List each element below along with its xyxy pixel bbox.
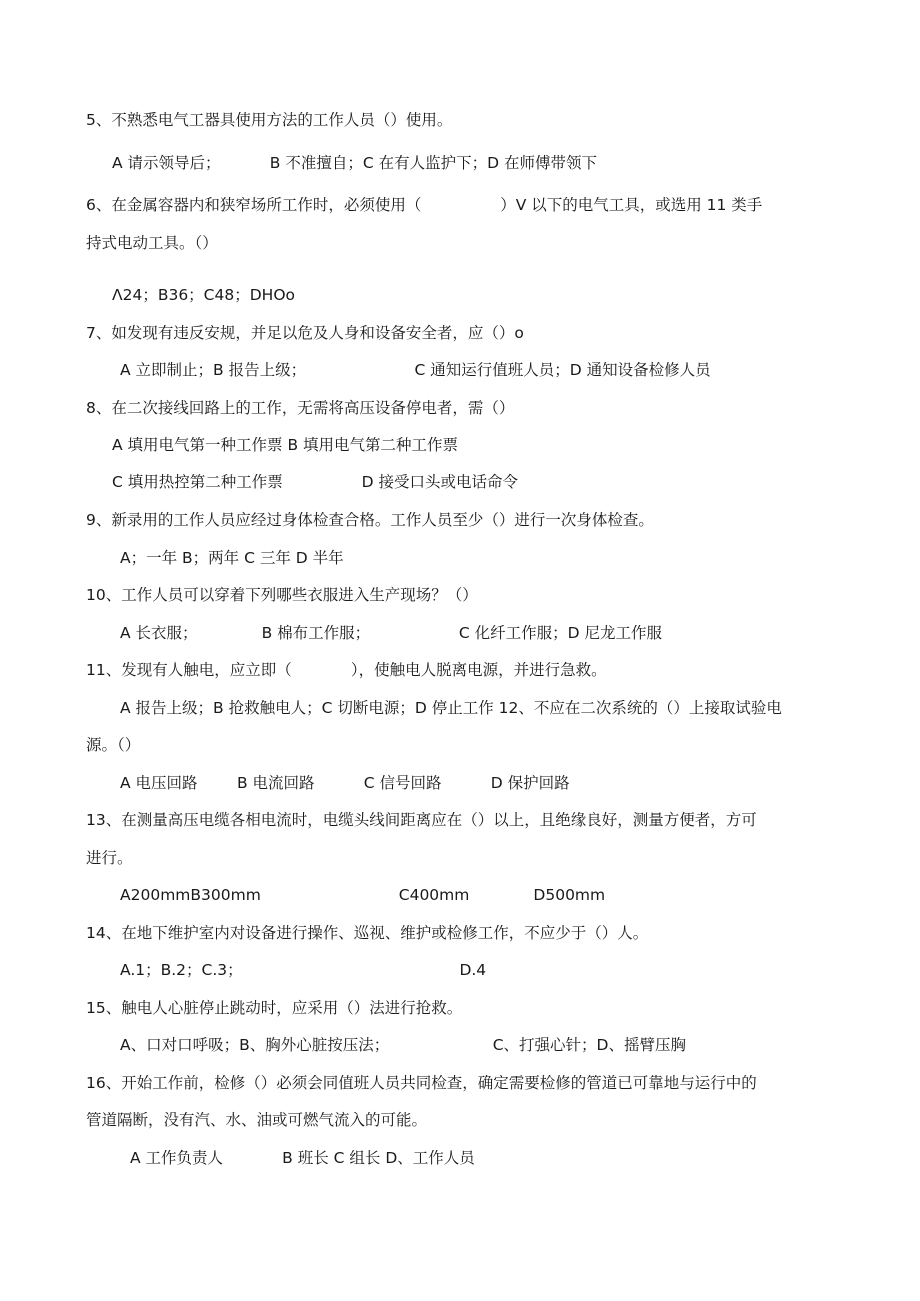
question-14-options: A.1；B.2；C.3； D.4	[120, 961, 487, 979]
question-15-stem: 15、触电人心脏停止跳动时，应采用（）法进行抢救。	[86, 999, 463, 1017]
question-5-stem: 5、不熟悉电气工器具使用方法的工作人员（）使用。	[86, 111, 453, 129]
question-6-stem-cont: 持式电动工具。（）	[86, 234, 218, 252]
question-7-options: A 立即制止；B 报告上级； C 通知运行值班人员；D 通知设备检修人员	[120, 361, 711, 379]
question-8-options-1: A 填用电气第一种工作票 B 填用电气第二种工作票	[112, 436, 459, 454]
question-6-stem: 6、在金属容器内和狭窄场所工作时，必须使用（ ）V 以下的电气工具，或选用 11 类手	[86, 196, 763, 214]
question-13-options: A200mmB300mm C400mm D500mm	[120, 886, 606, 904]
question-15-options: A、口对口呼吸；B、胸外心脏按压法； C、打强心针；D、摇臂压胸	[120, 1036, 686, 1054]
question-9-options: A；一年 B；两年 C 三年 D 半年	[120, 549, 344, 567]
question-9-stem: 9、新录用的工作人员应经过身体检查合格。工作人员至少（）进行一次身体检查。	[86, 511, 654, 529]
question-11-options-and-12: A 报告上级；B 抢救触电人；C 切断电源；D 停止工作 12、不应在二次系统的（）上接取试验电	[120, 699, 782, 717]
question-8-stem: 8、在二次接线回路上的工作，无需将高压设备停电者，需（）	[86, 399, 515, 417]
question-10-stem: 10、工作人员可以穿着下列哪些衣服进入生产现场？（）	[86, 586, 478, 604]
question-14-stem: 14、在地下维护室内对设备进行操作、巡视、维护或检修工作，不应少于（）人。	[86, 924, 649, 942]
question-13-stem: 13、在测量高压电缆各相电流时，电缆头线间距离应在（）以上，且绝缘良好，测量方便者，方可	[86, 811, 757, 829]
question-10-options: A 长衣服； B 棉布工作服； C 化纤工作服；D 尼龙工作服	[120, 624, 662, 642]
question-6-options: Λ24；B36；C48；DHOo	[112, 286, 296, 304]
question-8-options-2: C 填用热控第二种工作票 D 接受口头或电话命令	[112, 473, 518, 491]
question-7-stem: 7、如发现有违反安规，并足以危及人身和设备安全者，应（）o	[86, 324, 524, 342]
question-5-options: A 请示领导后； B 不准擅自；C 在有人监护下；D 在师傅带领下	[112, 154, 597, 172]
question-11-stem: 11、发现有人触电，应立即（ ），使触电人脱离电源，并进行急救。	[86, 661, 607, 679]
question-12-stem-cont: 源。（）	[86, 736, 141, 754]
question-16-stem-cont: 管道隔断，没有汽、水、油或可燃气流入的可能。	[86, 1111, 428, 1129]
question-12-options: A 电压回路 B 电流回路 C 信号回路 D 保护回路	[120, 774, 570, 792]
question-13-stem-cont: 进行。	[86, 849, 133, 867]
question-16-options: A 工作负责人 B 班长 C 组长 D、工作人员	[130, 1149, 475, 1167]
question-16-stem: 16、开始工作前，检修（）必须会同值班人员共同检查，确定需要检修的管道已可靠地与运行中的	[86, 1074, 757, 1092]
